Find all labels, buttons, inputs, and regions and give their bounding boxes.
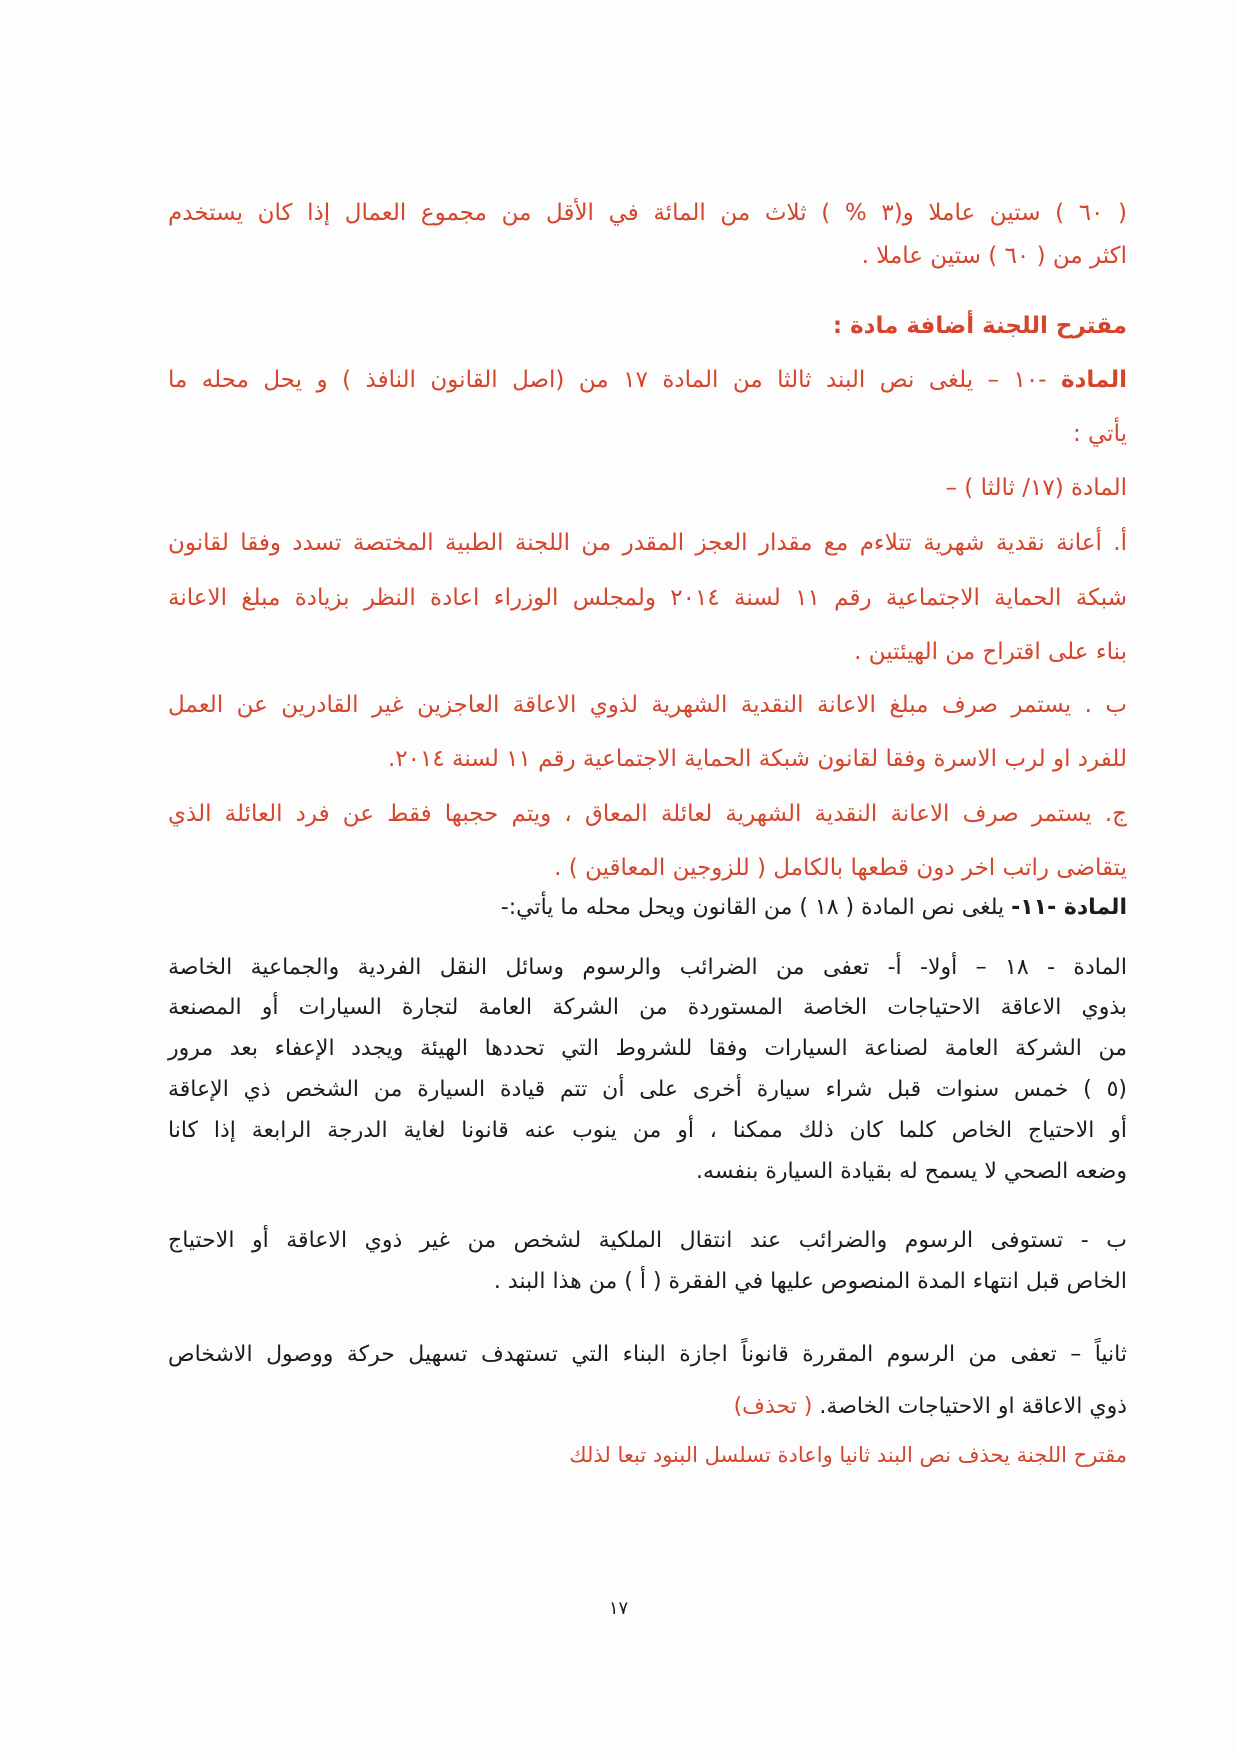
text-line-with-note [734,1394,1127,1419]
article-11-line [501,895,1127,920]
text-line: للفرد او لرب الاسرة وفقا لقانون شبكة الحماية الاجتماعية رقم ١١ لسنة ٢٠١٤. [387,746,1127,772]
text-line: بناء على اقتراح من الهيئتين . [854,639,1127,665]
text-line: المادة (١٧/ ثالثا ) – [945,475,1127,501]
text-line: يتقاضى راتب اخر دون قطعها بالكامل ( للزوجين المعاقين ) . [554,855,1127,881]
delete-note: ( تحذف) [733,1394,820,1419]
article-text: -١٠ – يلغى نص البند ثالثا من المادة ١٧ من (اصل القانون النافذ ) و يحل محله ما [168,367,1062,393]
text-line: ثانياً – تعفى من الرسوم المقررة قانوناً اجازة البناء التي تستهدف تسهيل حركة ووصول الاشخاص [168,1342,1127,1367]
text-line: ب . يستمر صرف مبلغ الاعانة النقدية الشهرية لذوي الاعاقة العاجزين غير القادرين عن العمل [168,692,1127,718]
article-10-line [168,367,1127,393]
page-number: ١٧ [608,1598,629,1619]
text-line: شبكة الحماية الاجتماعية رقم ١١ لسنة ٢٠١٤ ولمجلس الوزراء اعادة النظر بزيادة مبلغ الاعانة [168,585,1127,611]
article-text: يلغى نص المادة ( ١٨ ) من القانون ويحل محله ما يأتي:- [500,895,1012,920]
article-label: المادة [1061,367,1127,393]
text-line: أو الاحتياج الخاص كلما كان ذلك ممكنا ، أو من ينوب عنه قانونا لغاية الدرجة الرابعة إذا كانا [168,1118,1127,1143]
text-line: الخاص قبل انتهاء المدة المنصوص عليها في الفقرة ( أ ) من هذا البند . [493,1269,1127,1294]
text-line: المادة - ١٨ – أولا- أ- تعفى من الضرائب والرسوم وسائل النقل الفردية والجماعية الخاصة [168,955,1127,980]
text-line: من الشركة العامة لصناعة السيارات وفقا للشروط التي تحددها الهيئة ويجدد الإعفاء بعد مرور [168,1036,1127,1061]
committee-proposal-heading: مقترح اللجنة أضافة مادة : [832,313,1127,339]
text-line: أ. أعانة نقدية شهرية تتلاءم مع مقدار العجز المقدر من اللجنة الطبية المختصة تسدد وفقا لقانون [168,530,1127,556]
text-line: اكثر من ( ٦٠ ) ستين عاملا . [861,243,1127,269]
text-line: (٥ ) خمس سنوات قبل شراء سيارة أخرى على أن تتم قيادة السيارة من الشخص ذي الإعاقة [168,1077,1127,1102]
text-line: بذوي الاعاقة الاحتياجات الخاصة المستوردة من الشركة العامة لتجارة السيارات أو المصنعة [168,995,1127,1020]
text-line: وضعه الصحي لا يسمح له بقيادة السيارة بنفسه. [696,1159,1127,1184]
text-line: ج. يستمر صرف الاعانة النقدية الشهرية لعائلة المعاق ، ويتم حجبها فقط عن فرد العائلة الذي [168,801,1127,827]
text-line: ب - تستوفى الرسوم والضرائب عند انتقال الملكية لشخص من غير ذوي الاعاقة أو الاحتياج [168,1228,1127,1253]
line-text: ذوي الاعاقة او الاحتياجات الخاصة. [819,1394,1127,1419]
text-line: يأتي : [1072,421,1127,447]
article-label: المادة -١١- [1011,895,1127,920]
committee-proposal-note: مقترح اللجنة يحذف نص البند ثانيا واعادة تسلسل البنود تبعا لذلك [569,1443,1127,1467]
text-line: ( ٦٠ ) ستين عاملا و(٣ % ) ثلاث من المائة في الأقل من مجموع العمال إذا كان يستخدم [168,200,1128,226]
